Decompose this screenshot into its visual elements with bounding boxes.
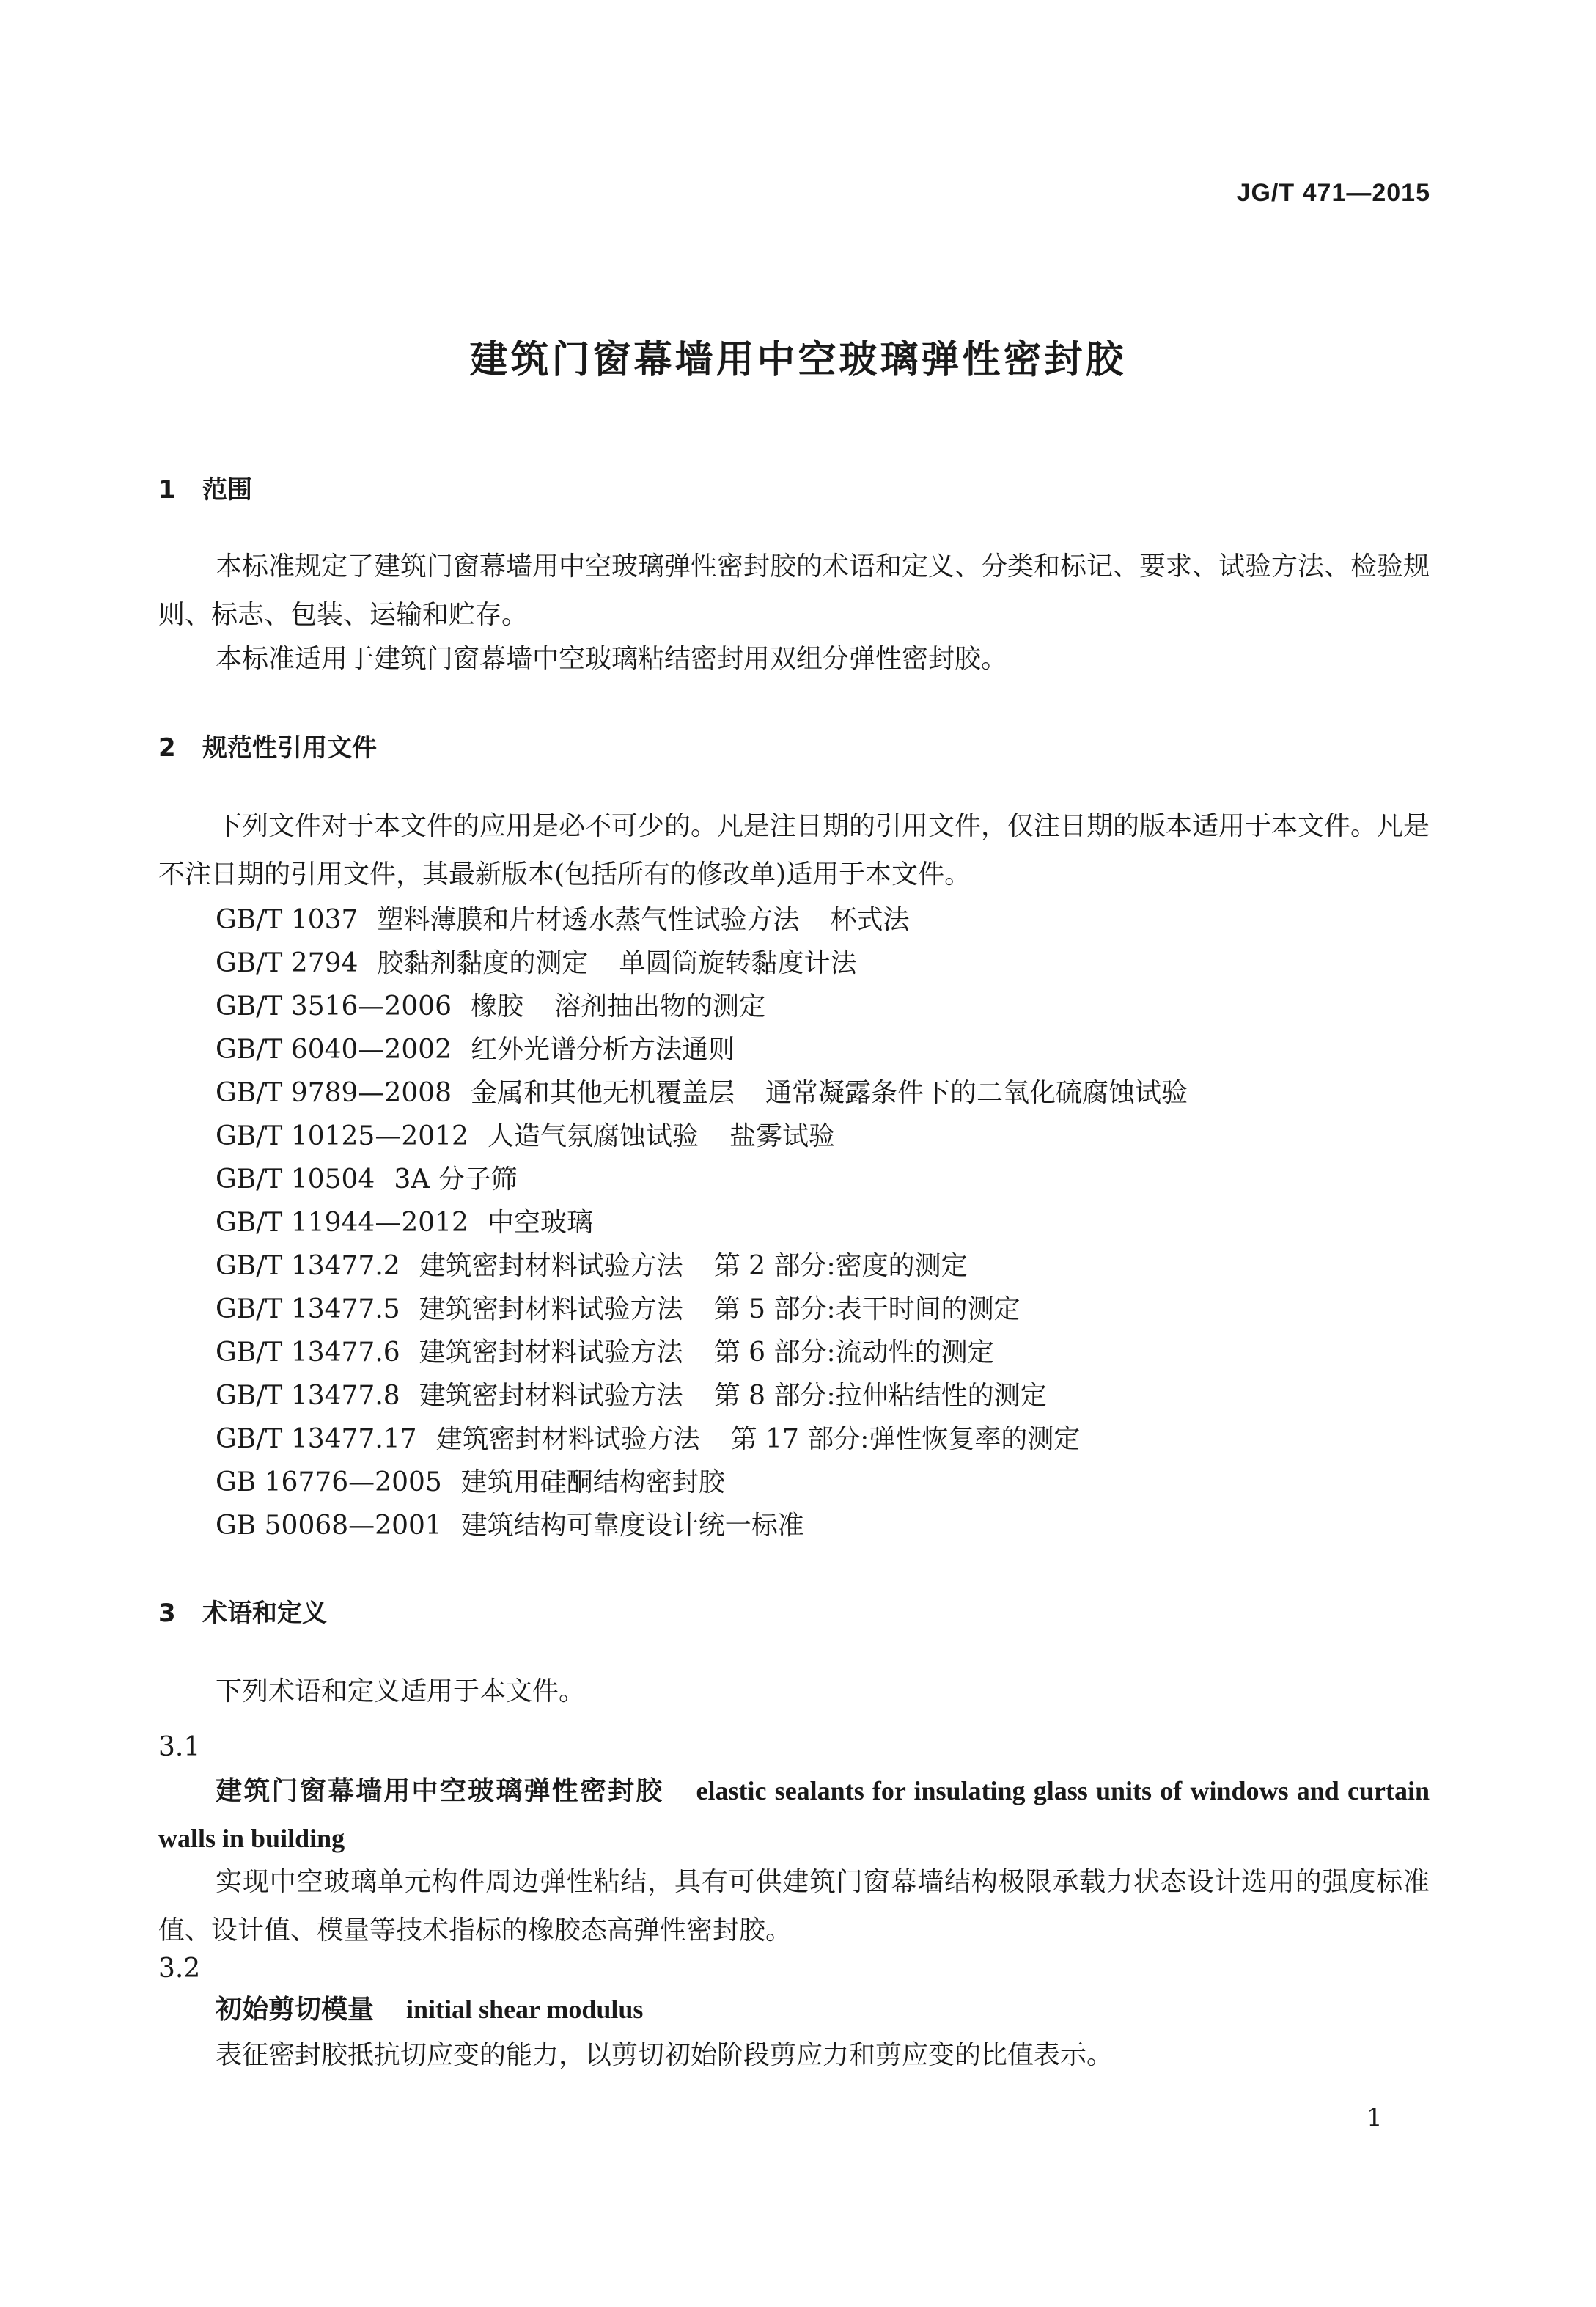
term-zh: 建筑门窗幕墙用中空玻璃弹性密封胶 [216,1776,664,1806]
reference-item [216,1072,1188,1110]
section-3-heading [158,1593,327,1629]
reference-title: 人造气氛腐蚀试验 [487,1121,699,1151]
reference-code: GB/T 1037 [216,905,358,935]
clause-number: 3.1 [158,1732,201,1762]
section-3-intro: 下列术语和定义适用于本文件。 [216,1676,586,1706]
reference-subtitle: 溶剂抽出物的测定 [554,991,766,1022]
section-2-intro: 下列文件对于本文件的应用是必不可少的。凡是注日期的引用文件，仅注日期的版本适用于本文件。凡是不注日期的引用文件，其最新版本(包括所有的修改单)适用于本文件。 [158,811,1430,890]
reference-item [216,1029,765,1066]
reference-item [216,1159,548,1196]
reference-item [216,899,909,936]
reference-subtitle: 第 2 部分:密度的测定 [713,1251,968,1281]
reference-title: 建筑密封材料试验方法 [419,1294,683,1324]
reference-item [216,1245,968,1283]
reference-item [216,1202,624,1239]
reference-title: 建筑结构可靠度设计统一标准 [460,1511,804,1541]
term-en: initial shear modulus [406,1995,644,2024]
reference-item [216,942,856,980]
section-1-paragraph-2: 本标准适用于建筑门窗幕墙中空玻璃粘结密封用双组分弹性密封胶。 [216,644,1008,674]
reference-item [216,1332,994,1369]
reference-subtitle: 单圆筒旋转黏度计法 [619,948,857,978]
reference-code: GB/T 13477.8 [216,1381,400,1411]
reference-subtitle: 第 5 部分:表干时间的测定 [713,1294,1021,1324]
reference-title: 建筑密封材料试验方法 [419,1251,683,1281]
section-number: 3 [158,1599,176,1628]
reference-code: GB/T 6040—2002 [216,1035,452,1065]
reference-subtitle: 盐雾试验 [729,1121,835,1151]
reference-subtitle: 第 17 部分:弹性恢复率的测定 [730,1424,1081,1454]
reference-item [216,1418,1080,1456]
reference-item [216,1115,835,1153]
reference-code: GB/T 13477.2 [216,1251,400,1281]
reference-item [216,1375,1047,1412]
term-heading [158,1986,1430,2033]
reference-title: 金属和其他无机覆盖层 [471,1078,735,1108]
reference-title: 胶黏剂黏度的测定 [377,948,589,978]
reference-code: GB/T 13477.6 [216,1338,400,1368]
reference-title: 红外光谱分析方法通则 [471,1035,735,1065]
page-number: 1 [1367,2103,1383,2132]
reference-code: GB 50068—2001 [216,1511,442,1541]
section-2-heading [158,727,377,763]
reference-code: GB/T 9789—2008 [216,1078,452,1108]
section-title: 规范性引用文件 [202,733,377,763]
section-number: 1 [158,475,176,505]
reference-item [216,986,765,1023]
reference-code: GB/T 13477.17 [216,1424,417,1454]
term-en: elastic sealants for insulating glass units of windows and curtain walls in building [158,1776,1430,1853]
term-heading [158,1767,1430,1862]
section-1-paragraph-1: 本标准规定了建筑门窗幕墙用中空玻璃弹性密封胶的术语和定义、分类和标记、要求、试验方法、检验规则、标志、包装、运输和贮存。 [158,551,1430,630]
standard-code: JG/T 471—2015 [1236,179,1430,207]
reference-code: GB/T 3516—2006 [216,991,452,1022]
reference-title: 建筑密封材料试验方法 [419,1381,683,1411]
reference-code: GB/T 10125—2012 [216,1121,468,1151]
term-zh: 初始剪切模量 [216,1995,375,2025]
section-title: 术语和定义 [202,1599,327,1628]
section-1-heading [158,469,252,505]
reference-subtitle: 第 6 部分:流动性的测定 [713,1338,994,1368]
reference-title: 建筑密封材料试验方法 [419,1338,683,1368]
reference-subtitle: 第 8 部分:拉伸粘结性的测定 [713,1381,1047,1411]
reference-item [216,1461,756,1499]
reference-code: GB/T 13477.5 [216,1294,400,1324]
term-definition: 实现中空玻璃单元构件周边弹性粘结，具有可供建筑门窗幕墙结构极限承载力状态设计选用的强度标准值、设计值、模量等技术指标的橡胶态高弹性密封胶。 [158,1867,1430,1945]
reference-code: GB/T 11944—2012 [216,1208,468,1238]
reference-title: 塑料薄膜和片材透水蒸气性试验方法 [377,905,800,935]
reference-code: GB/T 2794 [216,948,358,978]
reference-title: 建筑密封材料试验方法 [435,1424,700,1454]
section-number: 2 [158,733,176,763]
term-definition: 表征密封胶抵抗切应变的能力，以剪切初始阶段剪应力和剪应变的比值表示。 [216,2040,1114,2070]
reference-item [216,1505,835,1542]
reference-title: 中空玻璃 [487,1208,593,1238]
reference-title: 建筑用硅酮结构密封胶 [460,1467,725,1497]
reference-subtitle: 通常凝露条件下的二氧化硫腐蚀试验 [765,1078,1188,1108]
clause-number: 3.2 [158,1954,201,1984]
reference-item [216,1288,1021,1326]
section-title: 范围 [202,475,252,505]
reference-subtitle: 杯式法 [830,905,910,935]
reference-title: 3A 分子筛 [394,1164,518,1195]
document-title: 建筑门窗幕墙用中空玻璃弹性密封胶 [469,338,1127,382]
reference-title: 橡胶 [471,991,524,1022]
reference-code: GB/T 10504 [216,1164,375,1195]
reference-code: GB 16776—2005 [216,1467,442,1497]
